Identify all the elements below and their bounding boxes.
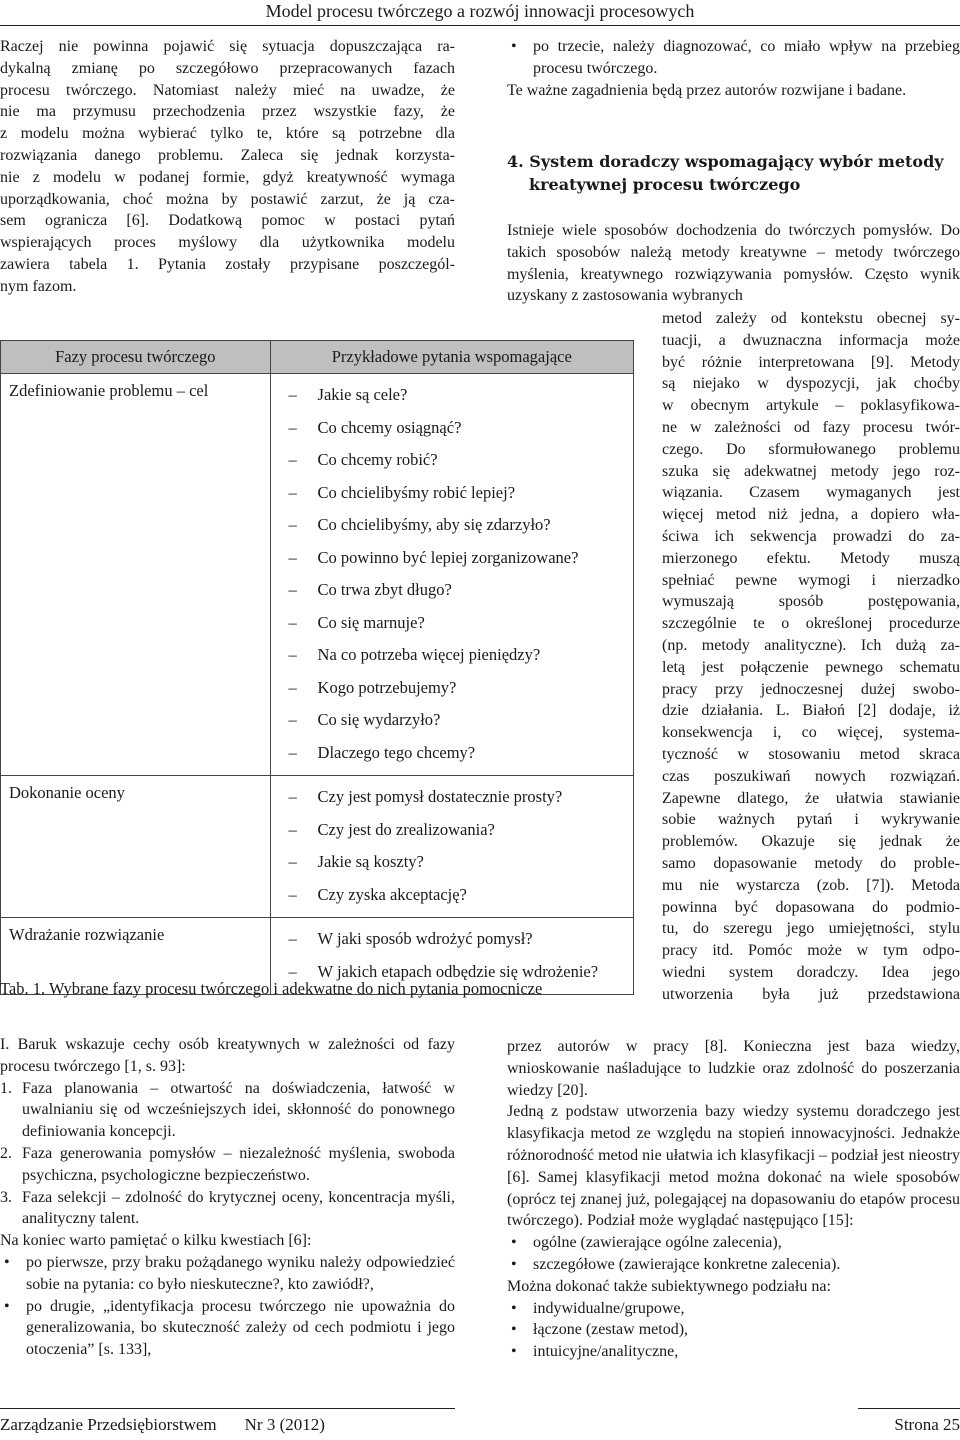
top-bullet-list [507,36,960,80]
question-item: – Czy jest do zrealizowania? [271,814,633,847]
right-bottom-text [507,1036,960,1363]
question-item: – Co trwa zbyt długo? [271,574,633,607]
text-line: sem ogranicza [6]. Dodatkową pomoc w postaci pytań [0,212,455,230]
text-line: powinna być dopasowana do podmio- [662,898,960,916]
text-line: są niejako w dyspozycji, jak choćby [662,375,960,393]
text-line: nym fazom. [0,277,77,295]
subjective-list [507,1298,960,1363]
table-header-row [1,341,634,374]
questions-cell [270,374,633,776]
section-heading: 4. System doradczy wspomagający wybór metody kreatywnej procesu twórczego [507,152,944,194]
text-line: zawiera tabela 1. Pytania zostały przypisane poszczegól- [0,255,455,273]
text-line: tyczność w stosowaniu metod skraca [662,745,960,763]
list-item: • intuicyjne/analityczne, [507,1341,960,1363]
table-row [1,776,634,918]
table-header-phases: Fazy procesu twórczego [1,341,271,374]
footer-rule-left [0,1408,455,1409]
na-koniec-paragraph: Na koniec warto pamiętać o kilku kwestiach [6]: [0,1232,312,1250]
text-line: metod zależy od kontekstu obecnej sy- [662,310,960,327]
header-rule [0,25,960,26]
table-header-questions: Przykładowe pytania wspomagające [270,341,633,374]
question-item: – Kogo potrzebujemy? [271,672,633,705]
question-item: – Na co potrzeba więcej pieniędzy? [271,639,633,672]
text-line: mu nie wystarcza (zob. [7]). Metoda [662,876,960,894]
text-line: czego. Do sformułowanego problemu [662,440,960,458]
question-item: – Dlaczego tego chcemy? [271,737,633,770]
page-number: Strona 25 [894,1415,960,1434]
text-line: dzie działania. L. Białoń [2] dodaje, iż [662,702,960,720]
text-line: pracy itd. Pomóc może w tym odpo- [662,942,960,960]
question-item: – Co chcielibyśmy robić lepiej? [271,477,633,510]
left-bullet-list [0,1252,455,1361]
list-item: • szczegółowe (zawierające konkretne zalecenia). [507,1254,960,1276]
list-item [0,1078,455,1143]
item-number: 3. [0,1188,12,1206]
text-line: wiązania. Czasem wymaganych jest [662,484,960,502]
text-line: nie z modelu w podanej formie, gdyż kreatywność wymaga [0,168,455,186]
text-line: szczególnie te o określonej procedurze [662,615,960,633]
baruk-paragraph: I. Baruk wskazuje cechy osób kreatywnych w zależności od fazy procesu twórczego [1, s. 93]: [0,1036,455,1075]
text-line: w obecnym artykule – poklasyfikowa- [662,397,960,415]
text-line: szuka się adekwatnej metody jego roz- [662,462,960,480]
phase-label: Wdrażanie rozwiązanie [9,925,165,944]
text-line: tuacji, a dwuznaczna informacja może [662,331,960,349]
phase-label: Dokonanie oceny [9,783,125,802]
text-line: mierzonego efektu. Metody muszą [662,549,960,567]
section-paragraph-1: Istnieje wiele sposobów dochodzenia do twórczych pomysłów. Do takich sposobów należą metody kreatywne – metody twórczego myślenia, kreatywnego rozwiązywania pomysłów. Często wynik uzyskany z zastosowania wybranych [507,222,960,305]
question-item: – Co się marnuje? [271,607,633,640]
classification-paragraph: Jedną z podstaw utworzenia bazy wiedzy systemu doradczego jest klasyfikacja metod ze względu na stopień innowacyjności. Jednakże różnorodność metod nie ułatwia ich klasyfikacji – podział jest nieostry [6]. Samej klasyfikacji metod można dokonać na wiele sposobów (oprócz tej znanej już, polegającej na dopasowaniu do etapów procesu twórczego). Podział może wyglądać następująco [15]: [507,1103,960,1230]
text-line: z modelu można wybierać tylko te, które są potrzebne dla [0,125,455,143]
footer-journal [0,1414,325,1436]
text-line: tu, do szeregu jego umiejętności, stylu [662,920,960,938]
question-list [271,776,633,917]
text-line: rozwiązania danego problemu. Zaleca się jednak korzysta- [0,146,455,164]
text-line: utworzenia była już przedstawiona [662,985,960,1003]
item-text: Faza selekcji – zdolność do krytycznej oceny, koncentracja myśli, analityczny talent. [22,1188,455,1228]
text-line: samo dopasowanie metody do proble- [662,854,960,872]
narrow-column-text [662,308,960,1006]
question-item: – Jakie są cele? [271,379,633,412]
list-item: • po drugie, „identyfikacja procesu twórczego nie upoważnia do generalizowania, bo skuteczność zależy od cech podmiotu i jego otoczenia” [s. 133], [0,1296,455,1361]
table-body [1,374,634,995]
question-item: – Czy jest pomysł dostatecznie prosty? [271,781,633,814]
question-item: – Co powinno być lepiej zorganizowane? [271,542,633,575]
question-item: – Co chcemy robić? [271,444,633,477]
text-line: uporządkowania, choć można by postawić zarzut, że ją cza- [0,190,455,208]
phase-label: Zdefiniowanie problemu – cel [9,381,209,400]
question-list [271,374,633,775]
phase-cell [1,776,271,918]
text-line: letą jest połączenie pewnego schematu [662,658,960,676]
text-line: ne w zależności od fazy procesu twór- [662,418,960,436]
text-line: pracy przy jednoczesnej dużej swobo- [662,680,960,698]
question-item: – Co chcielibyśmy, aby się zdarzyło? [271,509,633,542]
text-line: (np. metody analityczne). Ich dużą za- [662,636,960,654]
footer-rule-right [858,1408,960,1409]
questions-table [0,340,634,995]
right-top-text [507,36,960,101]
item-text: Faza generowania pomysłów – niezależność myślenia, swoboda psychiczna, psychologiczne bezpieczeństwo. [22,1144,455,1184]
item-number: 1. [0,1079,12,1097]
text-line: czas poszukiwań nowych rozwiązań. [662,767,960,785]
questions-cell [270,776,633,918]
text-line: problemów. Okazuje się jednak że [662,833,960,851]
classification-list [507,1232,960,1276]
text-line: wspierających proces myślowy dla użytkownika modelu [0,234,455,252]
list-item: • indywidualne/grupowe, [507,1298,960,1320]
running-header: Model procesu twórczego a rozwój innowacji procesowych [265,1,695,21]
traits-numbered-list [0,1078,455,1231]
left-bottom-text [0,1034,455,1361]
text-line: procesu twórczego. Natomiast należy mieć na uwadze, że [0,81,455,99]
text-line: sobie ważnych pytań i wykrywanie [662,811,960,829]
table-row [1,374,634,776]
table-caption: Tab. 1. Wybrane fazy procesu twórczego i adekwatne do nich pytania pomocnicze [0,979,543,998]
list-item: • po pierwsze, przy braku pożądanego wyniku należy odpowiedzieć sobie na pytania: co było nieskuteczne?, kto zawiódł?, [0,1252,455,1296]
question-item: – Jakie są koszty? [271,846,633,879]
text-line: wiedni system doradczy. Idea jego [662,963,960,981]
phase-cell [1,374,271,776]
continued-paragraph: przez autorów w pracy [8]. Konieczna jest baza wiedzy, wnioskowanie naśladujące to ludzkie oraz zdolność do poszerzania wiedzy [20]. [507,1038,960,1099]
intro-paragraph [0,36,455,298]
question-item: – W jaki sposób wdrożyć pomysł? [271,923,633,956]
text-line: wymuszają sposób postępowania, [662,593,960,611]
text-line: Zapewne dlatego, że ułatwia stawianie [662,789,960,807]
text-line: Raczej nie powinna pojawić się sytuacja dopuszczająca ra- [0,38,455,55]
question-item: – Co chcemy osiągnąć? [271,412,633,445]
top-paragraph: Te ważne zagadnienia będą przez autorów rozwijane i badane. [507,81,907,99]
text-line: konsekwencja i, co więcej, systema- [662,724,960,742]
question-item: – Czy zyska akceptację? [271,879,633,912]
text-line: dykalną zmianę po szczegółowo przepracowanych fazach [0,59,455,77]
text-line: więcej metod niż jedna, a dopiero wła- [662,506,960,524]
journal-name: Zarządzanie Przedsiębiorstwem [0,1415,217,1434]
list-item [0,1143,455,1187]
item-text: Faza planowania – otwartość na doświadczenia, łatwość w uwalnianiu się od wcześniejszych idei, skłonność do ponownego definiowania koncepcji. [22,1079,455,1141]
question-item: – W jakich etapach odbędzie się wdrożenie? [271,956,633,989]
issue-number: Nr 3 (2012) [244,1415,325,1434]
item-number: 2. [0,1144,12,1162]
subjective-paragraph: Można dokonać także subiektywnego podziału na: [507,1277,831,1295]
list-item: • łączone (zestaw metod), [507,1319,960,1341]
text-line: być różnie interpretowana [9]. Metody [662,353,960,371]
list-item [0,1187,455,1231]
text-line: ściwa ich sekwencja prowadzi do za- [662,527,960,545]
text-line: nie ma przymusu przechodzenia przez wszystkie fazy, że [0,103,455,121]
list-item: • po trzecie, należy diagnozować, co miało wpływ na przebieg procesu twórczego. [507,36,960,80]
list-item: • ogólne (zawierające ogólne zalecenia), [507,1232,960,1254]
question-item: – Co się wydarzyło? [271,704,633,737]
text-line: spełniać pewne wymogi i nierzadko [662,571,960,589]
